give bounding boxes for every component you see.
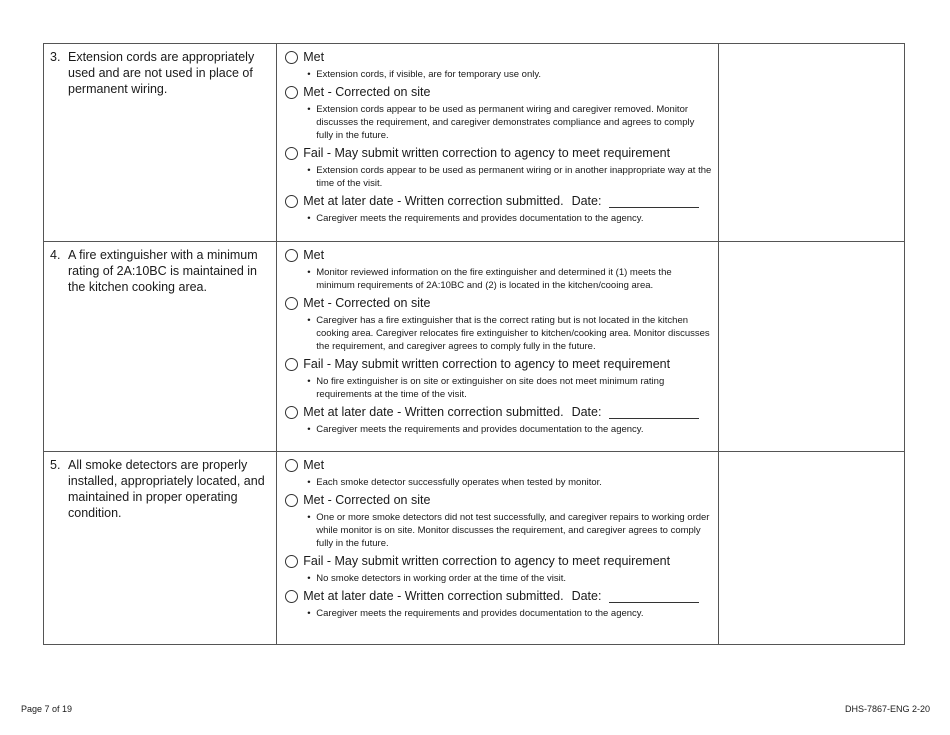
option-description: Extension cords, if visible, are for temporary use only. bbox=[316, 69, 542, 80]
checklist-table bbox=[43, 43, 905, 645]
table-row bbox=[44, 44, 905, 242]
page-number: Page 7 of 19 bbox=[21, 704, 73, 714]
bullet-icon: • bbox=[307, 69, 311, 80]
bullet-icon: • bbox=[307, 213, 311, 224]
bullet-icon: • bbox=[307, 424, 311, 435]
bullet-icon: • bbox=[307, 267, 311, 278]
option-label: Fail - May submit written correction to agency to meet requirement bbox=[303, 554, 671, 568]
option-label: Met - Corrected on site bbox=[303, 296, 431, 310]
date-label: Date: bbox=[571, 405, 602, 419]
checklist-body bbox=[44, 44, 905, 645]
requirement bbox=[44, 44, 276, 97]
option-description: Each smoke detector successfully operates when tested by monitor. bbox=[316, 477, 602, 488]
bullet-icon: • bbox=[307, 315, 311, 326]
option-item bbox=[285, 295, 712, 353]
table-row bbox=[44, 452, 905, 645]
option-description: Monitor reviewed information on the fire extinguisher and determined it (1) meets the minimum requirements of 2A:10BC and (2) is located in the kitchen/cooing area. bbox=[316, 267, 672, 291]
requirement-number: 5. bbox=[50, 458, 61, 472]
option-item bbox=[285, 492, 712, 550]
option-item bbox=[285, 193, 712, 225]
requirement-number: 3. bbox=[50, 50, 61, 64]
bullet-icon: • bbox=[307, 608, 311, 619]
option-item bbox=[285, 553, 712, 585]
requirement-text: All smoke detectors are properly installed, appropriately located, and maintained in proper operating condition. bbox=[68, 458, 265, 520]
options-cell bbox=[277, 452, 719, 645]
date-label: Date: bbox=[571, 194, 602, 208]
radio-button[interactable] bbox=[285, 147, 298, 160]
option-description: Extension cords appear to be used as permanent wiring and caregiver removed. Monitor discusses the requirement, and caregiver demonstrates compliance and agrees to comply fully in the future. bbox=[316, 104, 695, 141]
option-item bbox=[285, 356, 712, 401]
option-item bbox=[285, 457, 712, 489]
option-item bbox=[285, 49, 712, 81]
option-list bbox=[277, 242, 718, 445]
bullet-icon: • bbox=[307, 104, 311, 115]
option-item bbox=[285, 404, 712, 436]
form-id: DHS-7867-ENG 2-20 bbox=[844, 704, 930, 714]
option-description: Caregiver meets the requirements and provides documentation to the agency. bbox=[316, 424, 644, 435]
option-item bbox=[285, 145, 712, 190]
date-label: Date: bbox=[571, 589, 602, 603]
option-item bbox=[285, 84, 712, 142]
option-description: No fire extinguisher is on site or extinguisher on site does not meet minimum rating requirements at the time of the visit. bbox=[316, 376, 665, 400]
option-label: Met at later date - Written correction submitted. bbox=[303, 589, 564, 603]
requirement-cell bbox=[44, 452, 277, 645]
option-label: Met - Corrected on site bbox=[303, 85, 431, 99]
option-label: Fail - May submit written correction to agency to meet requirement bbox=[303, 146, 671, 160]
requirement-cell bbox=[44, 44, 277, 242]
requirement-cell bbox=[44, 242, 277, 452]
option-item bbox=[285, 588, 712, 620]
bullet-icon: • bbox=[307, 573, 311, 584]
option-description: Caregiver meets the requirements and provides documentation to the agency. bbox=[316, 213, 644, 224]
radio-button[interactable] bbox=[285, 51, 298, 64]
radio-button[interactable] bbox=[285, 406, 298, 419]
option-label: Met bbox=[303, 248, 325, 262]
notes-cell[interactable] bbox=[718, 44, 904, 242]
option-label: Fail - May submit written correction to agency to meet requirement bbox=[303, 357, 671, 371]
option-list bbox=[277, 44, 718, 234]
radio-button[interactable] bbox=[285, 358, 298, 371]
requirement bbox=[44, 452, 276, 521]
options-cell bbox=[277, 44, 719, 242]
radio-button[interactable] bbox=[285, 249, 298, 262]
option-list bbox=[277, 452, 718, 629]
bullet-icon: • bbox=[307, 165, 311, 176]
option-label: Met at later date - Written correction submitted. bbox=[303, 194, 564, 208]
option-description: Caregiver has a fire extinguisher that is the correct rating but is not located in the kitchen cooking area. Caregiver relocates fire extinguisher to kitchen/cooking area. Monitor discusses the requirement, and caregiver agrees to comply fully in the future. bbox=[316, 315, 710, 352]
radio-button[interactable] bbox=[285, 555, 298, 568]
bullet-icon: • bbox=[307, 376, 311, 387]
option-label: Met at later date - Written correction submitted. bbox=[303, 405, 564, 419]
date-input[interactable] bbox=[609, 195, 699, 208]
date-input[interactable] bbox=[609, 406, 699, 419]
option-description: No smoke detectors in working order at the time of the visit. bbox=[316, 573, 567, 584]
radio-button[interactable] bbox=[285, 494, 298, 507]
bullet-icon: • bbox=[307, 512, 311, 523]
notes-cell[interactable] bbox=[718, 452, 904, 645]
requirement bbox=[44, 242, 276, 295]
option-label: Met bbox=[303, 458, 325, 472]
notes-cell[interactable] bbox=[718, 242, 904, 452]
radio-button[interactable] bbox=[285, 459, 298, 472]
requirement-text: A fire extinguisher with a minimum rating of 2A:10BC is maintained in the kitchen cooking area. bbox=[68, 248, 258, 294]
option-label: Met bbox=[303, 50, 325, 64]
option-description: One or more smoke detectors did not test successfully, and caregiver repairs to working order while monitor is on site. Monitor discusses the requirement, and caregiver agrees to comply fully in the future. bbox=[316, 512, 710, 549]
table-row bbox=[44, 242, 905, 452]
option-description: Caregiver meets the requirements and provides documentation to the agency. bbox=[316, 608, 644, 619]
date-input[interactable] bbox=[609, 590, 699, 603]
options-cell bbox=[277, 242, 719, 452]
requirement-number: 4. bbox=[50, 248, 61, 262]
radio-button[interactable] bbox=[285, 297, 298, 310]
requirement-text: Extension cords are appropriately used and are not used in place of permanent wiring. bbox=[68, 50, 255, 96]
option-description: Extension cords appear to be used as permanent wiring or in another inappropriate way at the time of the visit. bbox=[316, 165, 712, 189]
radio-button[interactable] bbox=[285, 86, 298, 99]
radio-button[interactable] bbox=[285, 195, 298, 208]
option-label: Met - Corrected on site bbox=[303, 493, 431, 507]
bullet-icon: • bbox=[307, 477, 311, 488]
radio-button[interactable] bbox=[285, 590, 298, 603]
option-item bbox=[285, 247, 712, 292]
